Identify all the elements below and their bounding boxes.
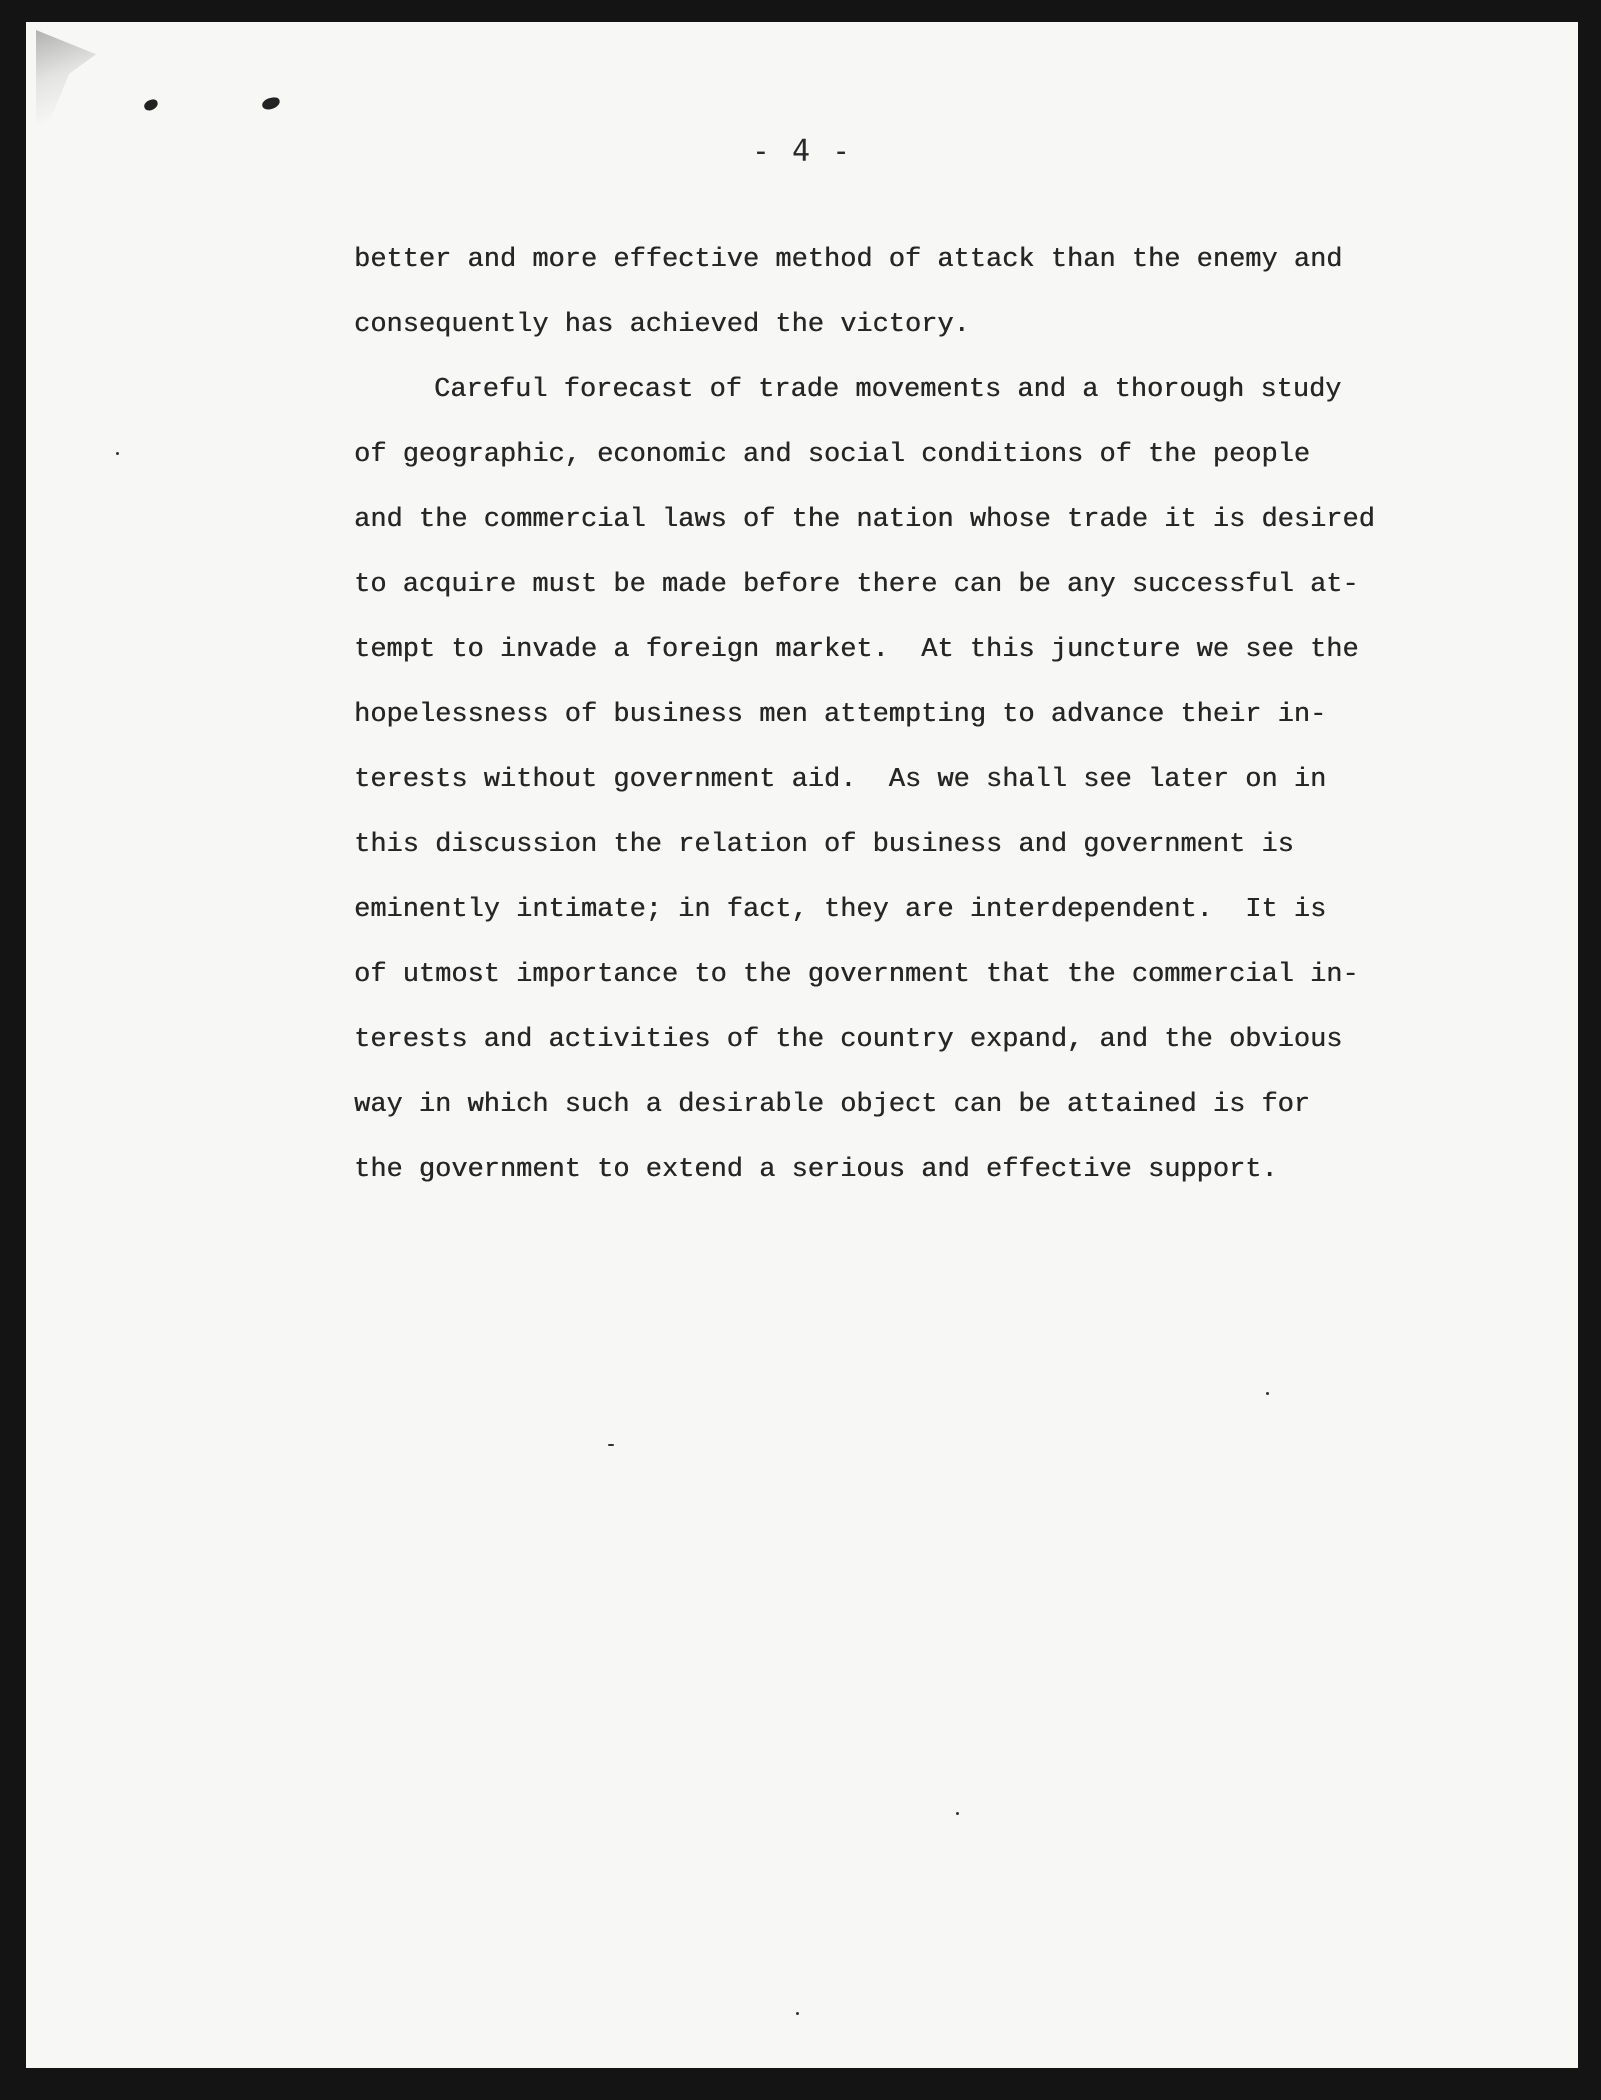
text-line: terests and activities of the country expand, and the obvious xyxy=(354,1025,1343,1055)
dust-speck xyxy=(956,1812,959,1815)
text-line: the government to extend a serious and effective support. xyxy=(354,1155,1278,1185)
text-line: of geographic, economic and social conditions of the people xyxy=(354,440,1310,470)
ink-blot xyxy=(143,98,160,112)
ink-blot xyxy=(261,96,281,111)
corner-fold-mark xyxy=(36,30,96,140)
text-line: and the commercial laws of the nation whose trade it is desired xyxy=(354,505,1375,535)
body-text xyxy=(354,228,1474,1203)
dust-speck xyxy=(796,2012,799,2015)
text-line: Careful forecast of trade movements and a thorough study xyxy=(434,375,1342,405)
text-line: to acquire must be made before there can be any successful at- xyxy=(354,570,1359,600)
page-number: - 4 - xyxy=(751,134,853,169)
text-line: better and more effective method of attack than the enemy and xyxy=(354,245,1343,275)
text-line: of utmost importance to the government that the commercial in- xyxy=(354,960,1359,990)
text-line: way in which such a desirable object can be attained is for xyxy=(354,1090,1310,1120)
text-line: consequently has achieved the victory. xyxy=(354,310,970,340)
dust-speck xyxy=(1266,1392,1269,1395)
text-line: eminently intimate; in fact, they are interdependent. It is xyxy=(354,895,1327,925)
dust-speck xyxy=(116,452,119,455)
dust-speck xyxy=(608,1444,614,1446)
document-page xyxy=(26,22,1578,2068)
text-line: tempt to invade a foreign market. At this juncture we see the xyxy=(354,635,1359,665)
text-line: terests without government aid. As we shall see later on in xyxy=(354,765,1327,795)
text-line: this discussion the relation of business and government is xyxy=(354,830,1294,860)
text-line: hopelessness of business men attempting to advance their in- xyxy=(354,700,1327,730)
